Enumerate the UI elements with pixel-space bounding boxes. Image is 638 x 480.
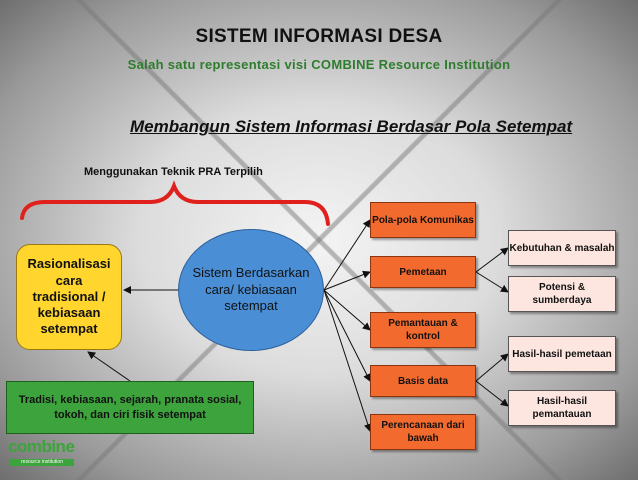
- tradisi-box: Tradisi, kebiasaan, sejarah, pranata sosial, tokoh, dan ciri fisik setempat: [6, 381, 254, 434]
- arrow-to-basis: [324, 290, 370, 381]
- pink-box-kebutuhan: Kebutuhan & masalah: [508, 230, 616, 266]
- section-heading: Membangun Sistem Informasi Berdasar Pola Setempat: [130, 117, 573, 136]
- rasionalisasi-box: Rasionalisasi cara tradisional / kebiasaan setempat: [16, 244, 122, 350]
- orange-box-perencanaan: Perencanaan dari bawah: [370, 414, 476, 450]
- orange-box-pemetaan: Pemetaan: [370, 256, 476, 288]
- combine-logo: combine: [8, 437, 75, 456]
- arrow-green-to-yellow: [88, 352, 130, 381]
- pink-box-hasil-pemantauan: Hasil-hasil pemantauan: [508, 390, 616, 426]
- arrow-to-potensi: [476, 272, 508, 292]
- sistem-circle: Sistem Berdasarkan cara/ kebiasaan setempat: [178, 229, 324, 351]
- arrow-to-hasil-pemetaan: [476, 354, 508, 381]
- slide-title: SISTEM INFORMASI DESA: [195, 26, 443, 47]
- orange-box-basis-data: Basis data: [370, 365, 476, 397]
- curly-bracket: [22, 186, 328, 224]
- arrow-to-pemetaan: [324, 272, 370, 290]
- pra-label: Menggunakan Teknik PRA Terpilih: [84, 166, 263, 178]
- combine-logo-tagline: resource institution: [10, 459, 74, 466]
- slide-subtitle: Salah satu representasi visi COMBINE Resource Institution: [127, 57, 511, 72]
- arrow-to-hasil-pemantauan: [476, 381, 508, 406]
- orange-box-pemantauan: Pemantauan & kontrol: [370, 312, 476, 348]
- orange-box-pola-komunikasi: Pola-pola Komunikas: [370, 202, 476, 238]
- arrow-to-pola: [324, 220, 370, 290]
- arrow-to-kebutuhan: [476, 248, 508, 272]
- pink-box-potensi: Potensi & sumberdaya: [508, 276, 616, 312]
- arrow-to-perencanaan: [324, 290, 370, 431]
- pink-box-hasil-pemetaan: Hasil-hasil pemetaan: [508, 336, 616, 372]
